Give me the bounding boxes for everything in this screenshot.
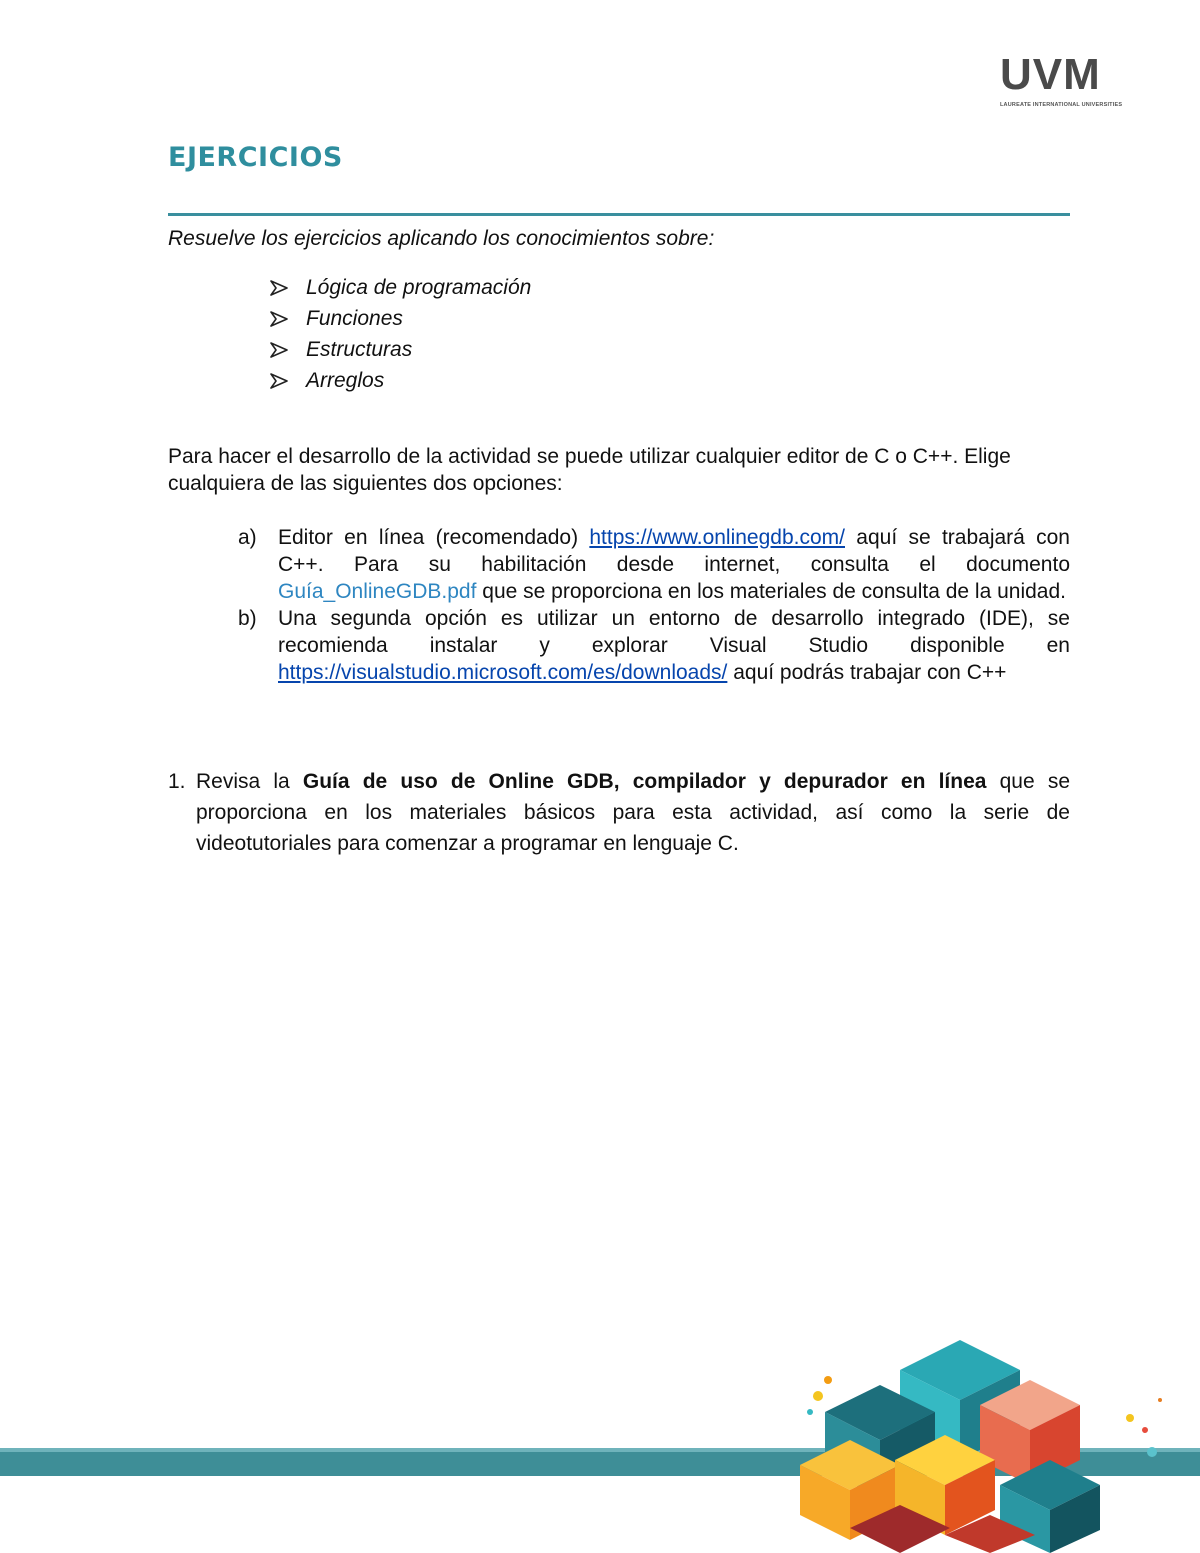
dot-teal-right	[1147, 1447, 1157, 1457]
dot-yellow-right	[1126, 1414, 1134, 1422]
dot-teal	[807, 1409, 813, 1415]
logo-tagline: LAUREATE INTERNATIONAL UNIVERSITIES	[1000, 102, 1123, 108]
exercise-guide-title: Guía de uso de Online GDB, compilador y depurador en línea	[302, 770, 987, 793]
instructions-paragraph: Para hacer el desarrollo de la actividad se puede utilizar cualquier editor de C o C++. Elige cualquiera de las siguientes dos opciones:	[168, 445, 1011, 495]
option-a-suffix: que se proporciona en los materiales de consulta de la unidad.	[476, 580, 1067, 603]
onlinegdb-link[interactable]: https://www.onlinegdb.com/	[589, 526, 845, 549]
footer-decoration	[0, 1330, 1200, 1553]
topic-item	[270, 272, 531, 303]
arrow-bullet-icon	[270, 311, 306, 327]
topics-list	[270, 272, 531, 396]
arrow-bullet-icon	[270, 342, 306, 358]
exercise-prefix: Revisa la	[196, 770, 303, 793]
option-b-suffix: aquí podrás trabajar con C++	[727, 661, 1007, 684]
visualstudio-link[interactable]: https://visualstudio.microsoft.com/es/downloads/	[278, 661, 728, 684]
option-b	[232, 605, 1070, 686]
arrow-bullet-icon	[270, 373, 306, 389]
intro-text: Resuelve los ejercicios aplicando los conocimientos sobre:	[168, 227, 715, 250]
dot-yellow	[813, 1391, 823, 1401]
exercise-item	[168, 766, 1070, 859]
exercise-suffix: que se proporciona en los materiales básicos para esta actividad, así como la serie de videotutoriales para comenzar a programar en lenguaje C.	[196, 770, 1070, 855]
options-list	[232, 524, 1070, 686]
dot-orange	[824, 1376, 832, 1384]
option-marker: b)	[238, 607, 257, 630]
dot-small-right	[1158, 1398, 1162, 1402]
guide-pdf-reference: Guía_OnlineGDB.pdf	[278, 580, 477, 603]
topic-label: Arreglos	[306, 368, 385, 392]
logo-text: UVM	[1000, 50, 1101, 99]
topic-item	[270, 334, 531, 365]
topic-item	[270, 303, 531, 334]
option-a	[232, 524, 1070, 605]
topic-label: Lógica de programación	[306, 275, 532, 299]
option-marker: a)	[238, 526, 257, 549]
option-b-prefix: Una segunda opción es utilizar un entorno de desarrollo integrado (IDE), se recomienda instalar y explorar Visual Studio disponible en	[278, 607, 1070, 657]
page-title: EJERCICIOS	[168, 142, 343, 173]
arrow-bullet-icon	[270, 280, 306, 296]
topic-label: Funciones	[306, 306, 403, 330]
option-a-middle: aquí se trabajará con C++. Para su habilitación desde internet, consulta el documento	[278, 526, 1070, 576]
dot-red-right	[1142, 1427, 1148, 1433]
title-divider	[168, 213, 1070, 216]
uvm-logo	[1000, 50, 1123, 110]
topic-label: Estructuras	[306, 337, 413, 361]
exercise-number: 1.	[168, 770, 186, 793]
cube-cluster	[800, 1340, 1100, 1553]
option-a-prefix: Editor en línea (recomendado)	[278, 526, 590, 549]
exercise-list	[168, 766, 1070, 859]
topic-item	[270, 365, 531, 396]
